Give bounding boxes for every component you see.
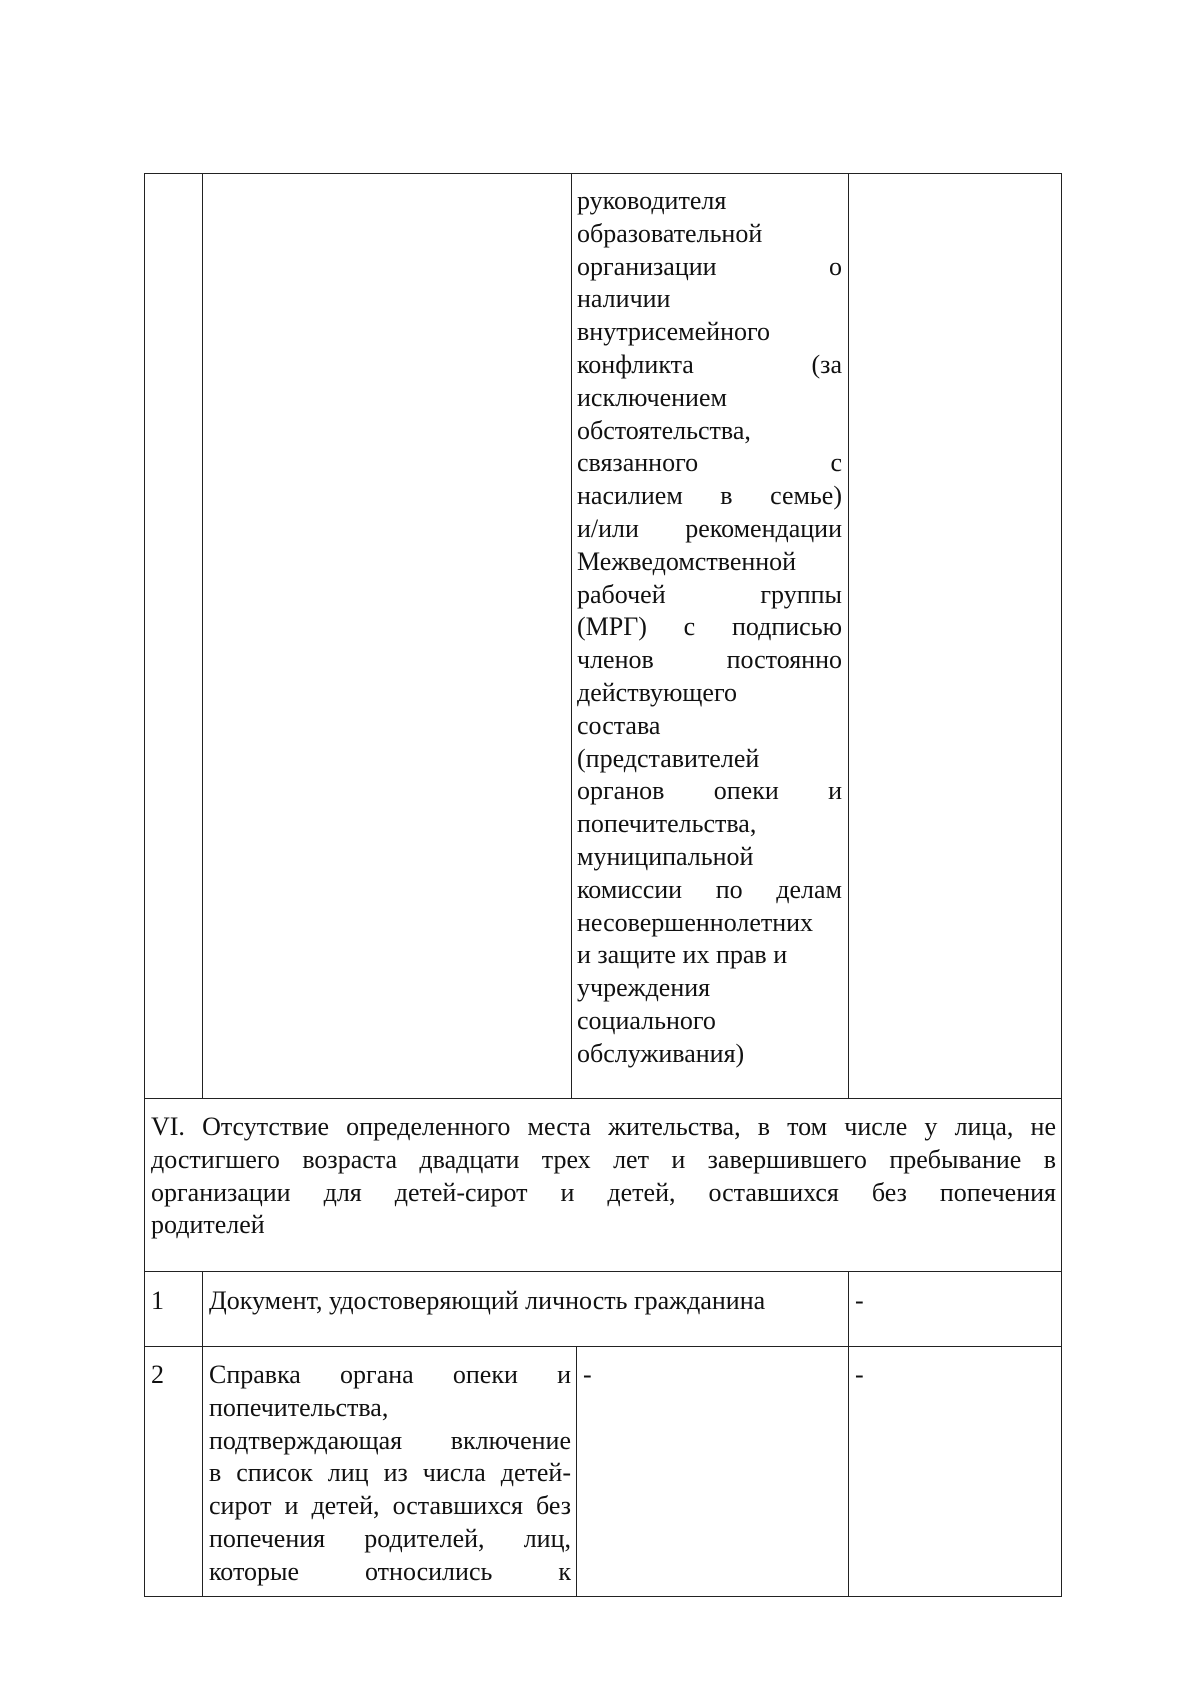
- text-line: действующего: [577, 677, 737, 707]
- section-heading: [151, 1111, 1056, 1242]
- row-divider-row1-top: [144, 1271, 1062, 1272]
- text-line: и/или рекомендации: [577, 513, 842, 543]
- text-line: (МРГ) с подписью: [577, 612, 842, 642]
- col-divider-3: [848, 173, 849, 1098]
- text-line: попечительства,: [209, 1392, 389, 1422]
- row-divider-section-top: [144, 1098, 1062, 1099]
- text-line: (представителей: [577, 743, 760, 773]
- text-line: муниципальной: [577, 841, 754, 871]
- table-bottom-border: [144, 1596, 1062, 1597]
- row-number: 2: [151, 1360, 164, 1389]
- table-left-border: [144, 173, 145, 1597]
- row-document-text: [209, 1285, 843, 1318]
- text-line: VI. Отсутствие определенного места жительства, в том числе у лица, не: [151, 1112, 1056, 1141]
- text-line: организации для детей-сирот и детей, оставшихся без попечения: [151, 1177, 1056, 1207]
- text-line: исключением: [577, 382, 727, 412]
- text-line: членов постоянно: [577, 645, 842, 675]
- text-line: попечительства,: [577, 809, 757, 839]
- row-dash: -: [583, 1360, 592, 1389]
- continuation-document-text: [577, 185, 842, 1071]
- row-document-text: [209, 1359, 571, 1589]
- text-line: подтверждающая включение: [209, 1425, 571, 1455]
- text-line: социального: [577, 1005, 716, 1035]
- text-line: учреждения: [577, 973, 711, 1003]
- table-right-border: [1061, 173, 1062, 1597]
- text-line: насилием в семье): [577, 481, 842, 511]
- text-line: комиссии по делам: [577, 874, 842, 904]
- row-number: 1: [151, 1286, 164, 1315]
- text-line: попечения родителей, лиц,: [209, 1523, 571, 1553]
- text-line: рабочей группы: [577, 579, 842, 609]
- text-line: руководителя: [577, 186, 727, 215]
- text-line: в список лиц из числа детей-: [209, 1458, 571, 1488]
- col-divider-2: [576, 1346, 577, 1596]
- col-divider-3: [848, 1271, 849, 1346]
- text-line: которые относились к: [209, 1556, 571, 1586]
- text-line: обслуживания): [577, 1038, 745, 1068]
- text-line: несовершеннолетних: [577, 907, 814, 937]
- text-line: Справка органа опеки и: [209, 1360, 571, 1389]
- row-dash: -: [855, 1360, 864, 1389]
- col-divider-2: [571, 173, 572, 1098]
- table-top-border: [144, 173, 1062, 174]
- row-dash: -: [855, 1286, 864, 1315]
- text-line: органов опеки и: [577, 776, 842, 806]
- text-line: состава: [577, 710, 661, 740]
- text-line: конфликта (за: [577, 349, 842, 379]
- text-line: обстоятельства,: [577, 415, 751, 445]
- col-divider-3: [848, 1346, 849, 1596]
- text-line: наличии: [577, 284, 671, 314]
- col-divider-1: [202, 173, 203, 1098]
- text-line: Документ, удостоверяющий личность гражданина: [209, 1286, 766, 1315]
- text-line: организации о: [577, 251, 842, 281]
- text-line: сирот и детей, оставшихся без: [209, 1491, 571, 1521]
- text-line: Межведомственной: [577, 546, 797, 576]
- row-divider-row2-top: [144, 1346, 1062, 1347]
- text-line: внутрисемейного: [577, 317, 771, 347]
- text-line: родителей: [151, 1210, 265, 1240]
- col-divider-1: [202, 1271, 203, 1346]
- text-line: образовательной: [577, 218, 763, 248]
- text-line: достигшего возраста двадцати трех лет и завершившего пребывание в: [151, 1144, 1056, 1174]
- text-line: связанного с: [577, 448, 842, 478]
- text-line: и защите их прав и: [577, 940, 788, 970]
- col-divider-1: [202, 1346, 203, 1596]
